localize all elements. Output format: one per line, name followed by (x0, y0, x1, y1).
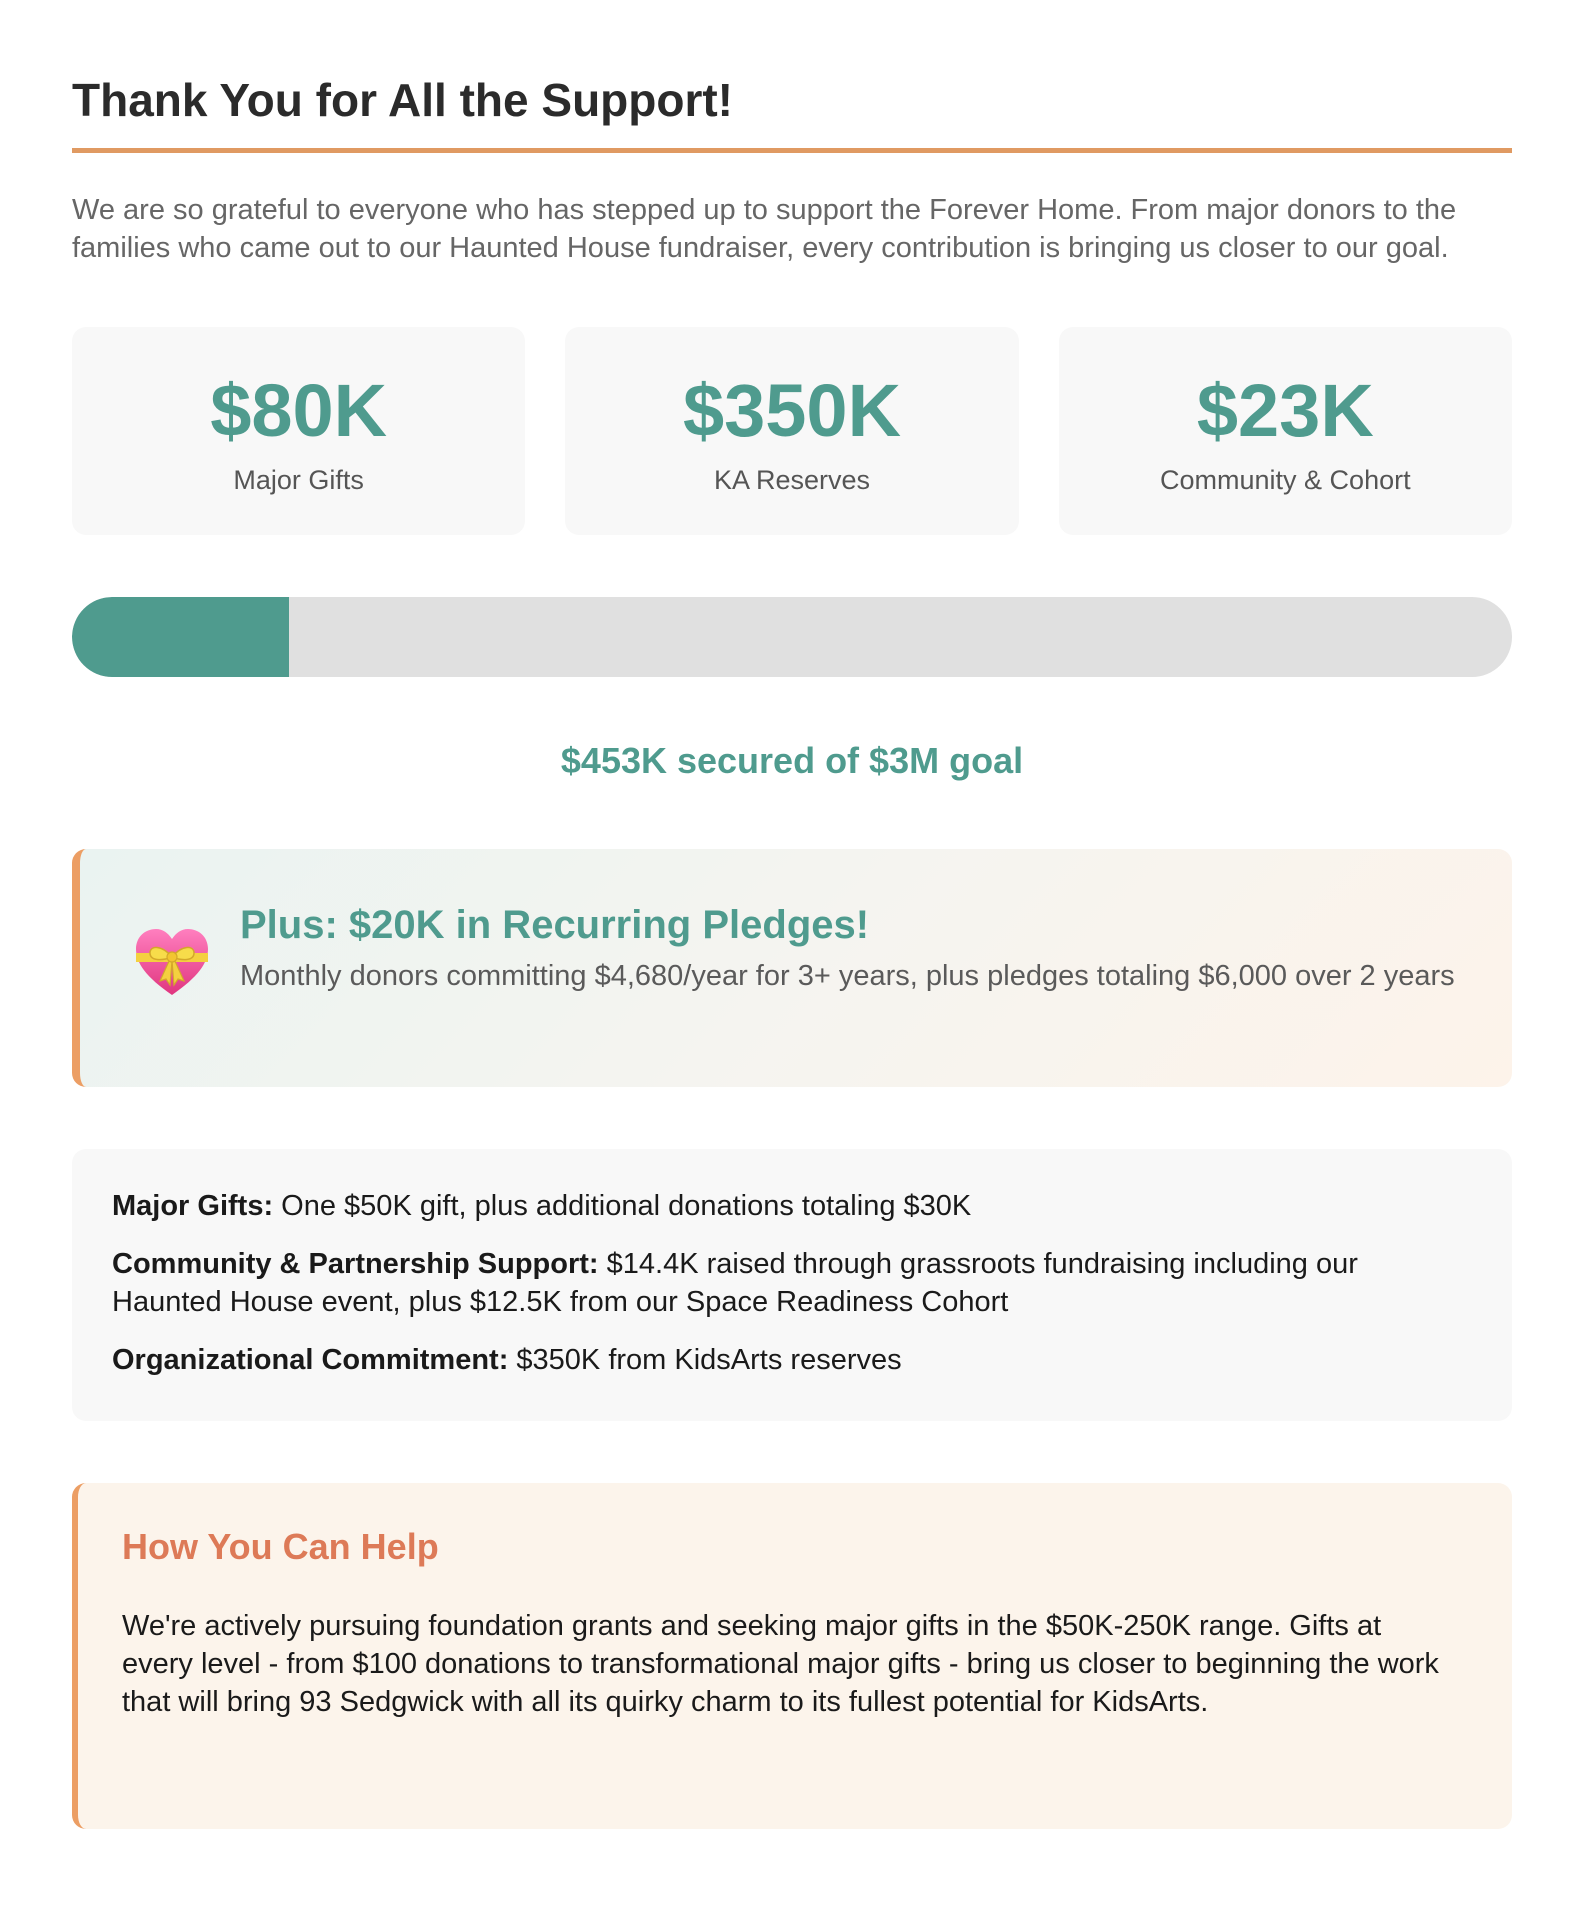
funding-breakdown (72, 1149, 1512, 1421)
stat-card-community-cohort (1059, 327, 1512, 535)
help-text: We're actively pursuing foundation grants and seeking major gifts in the $50K-250K range. Gifts at every level - from $100 donations to transformational major gifts - bring us closer to beginning the work that will bring 93 Sedgwick with all its quirky charm to its fullest potential for KidsArts. (122, 1610, 1439, 1718)
progress-bar (72, 597, 1512, 677)
how-you-can-help-callout (72, 1483, 1512, 1829)
breakdown-row-community-support (112, 1245, 1472, 1321)
page (72, 0, 1512, 1829)
pledge-title: Plus: $20K in Recurring Pledges! (240, 903, 870, 947)
stat-card-ka-reserves (565, 327, 1018, 535)
breakdown-label: Organizational Commitment: (112, 1344, 509, 1376)
breakdown-text: One $50K gift, plus additional donations totaling $30K (273, 1190, 972, 1222)
pledge-content (240, 901, 1460, 995)
breakdown-label: Community & Partnership Support: (112, 1248, 599, 1280)
breakdown-row-major-gifts (112, 1187, 1472, 1225)
pledge-description: Monthly donors committing $4,680/year for 3+ years, plus pledges totaling $6,000 over 2 years (240, 960, 1455, 992)
stat-card-major-gifts (72, 327, 525, 535)
breakdown-label: Major Gifts: (112, 1190, 274, 1222)
intro-paragraph: We are so grateful to everyone who has stepped up to support the Forever Home. From major donors to the families who came out to our Haunted House fundraiser, every contribution is bringing us closer to our goal. (72, 194, 1457, 264)
breakdown-text: $350K from KidsArts reserves (508, 1344, 902, 1376)
help-title: How You Can Help (122, 1526, 439, 1567)
page-title: Thank You for All the Support! (72, 72, 1512, 153)
stat-value: $80K (210, 369, 388, 452)
stat-label: KA Reserves (713, 465, 871, 495)
stat-value: $23K (1196, 369, 1374, 452)
breakdown-text: $14.4K raised through grassroots fundraising including our Haunted House event, plus $12.5K from our Space Readiness Cohort (112, 1248, 1358, 1318)
stat-value: $350K (682, 369, 902, 452)
stats-row (72, 327, 1512, 535)
stat-label: Major Gifts (233, 465, 364, 495)
stat-label: Community & Cohort (1160, 465, 1411, 495)
recurring-pledges-callout (72, 849, 1512, 1087)
progress-label: $453K secured of $3M goal (560, 740, 1024, 781)
breakdown-row-organizational-commitment (112, 1341, 1472, 1379)
heart-with-ribbon-icon (132, 923, 212, 1003)
progress-bar-fill (72, 597, 289, 677)
